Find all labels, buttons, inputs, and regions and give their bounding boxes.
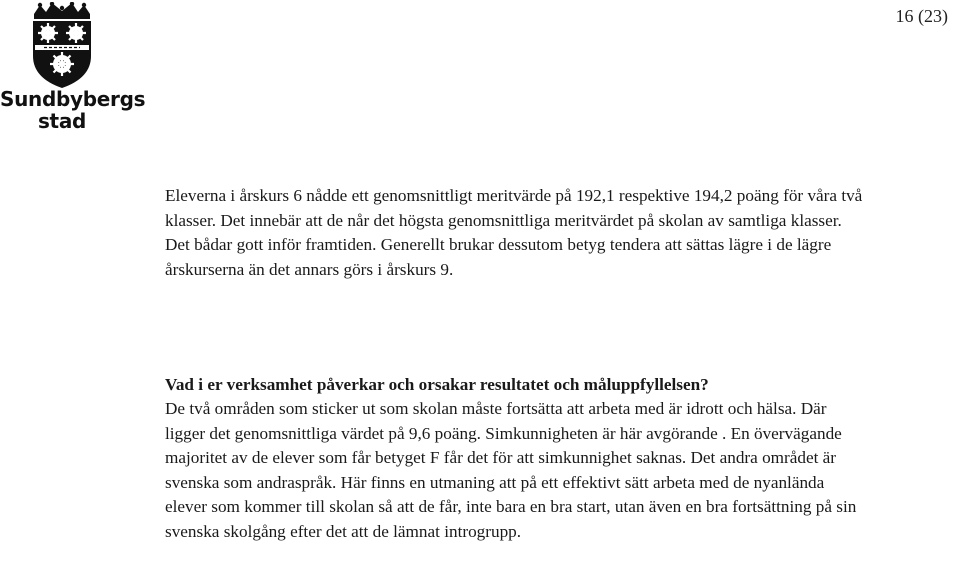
page-number: 16 (23) (895, 6, 948, 26)
section-heading: Vad i er verksamhet påverkar och orsakar resultatet och måluppfyllelsen? (165, 375, 709, 394)
paragraph-meritvarde: Eleverna i årskurs 6 nådde ett genomsnittligt meritvärde på 192,1 respektive 194,2 poäng för våra två klasser. Det innebär att de når det högsta genomsnittliga meritvärdet på skolan av samtliga klasser. Det bådar gott inför framtiden. Generellt brukar dessutom betyg tendera att sättas lägre i de lägre årskurserna än det annars görs i årskurs 9. (165, 186, 863, 279)
coat-of-arms-icon (0, 2, 124, 90)
logo-text (0, 87, 146, 133)
paragraph-omraden: De två områden som sticker ut som skolan måste fortsätta att arbeta med är idrott och hälsa. Där ligger det genomsnittliga värdet på 9,6 poäng. Simkunnigheten är här avgörande . En övervägande majoritet av de elever som får betyget F får det för att simkunnighet saknas. Det andra området är svenska som andraspråk. Här finns en utmaning att på ett effektivt sätt arbeta med de nyanlända elever som kommer till skolan så att de får, inte bara en bra start, utan även en bra fortsättning på sin svenska skolgång efter det att de lämnat introgrupp. (165, 399, 857, 541)
logo-text-line1: Sundbybergs (0, 87, 146, 111)
sundbybergs-stad-logo (0, 2, 146, 134)
logo-text-line2: stad (37, 109, 87, 133)
